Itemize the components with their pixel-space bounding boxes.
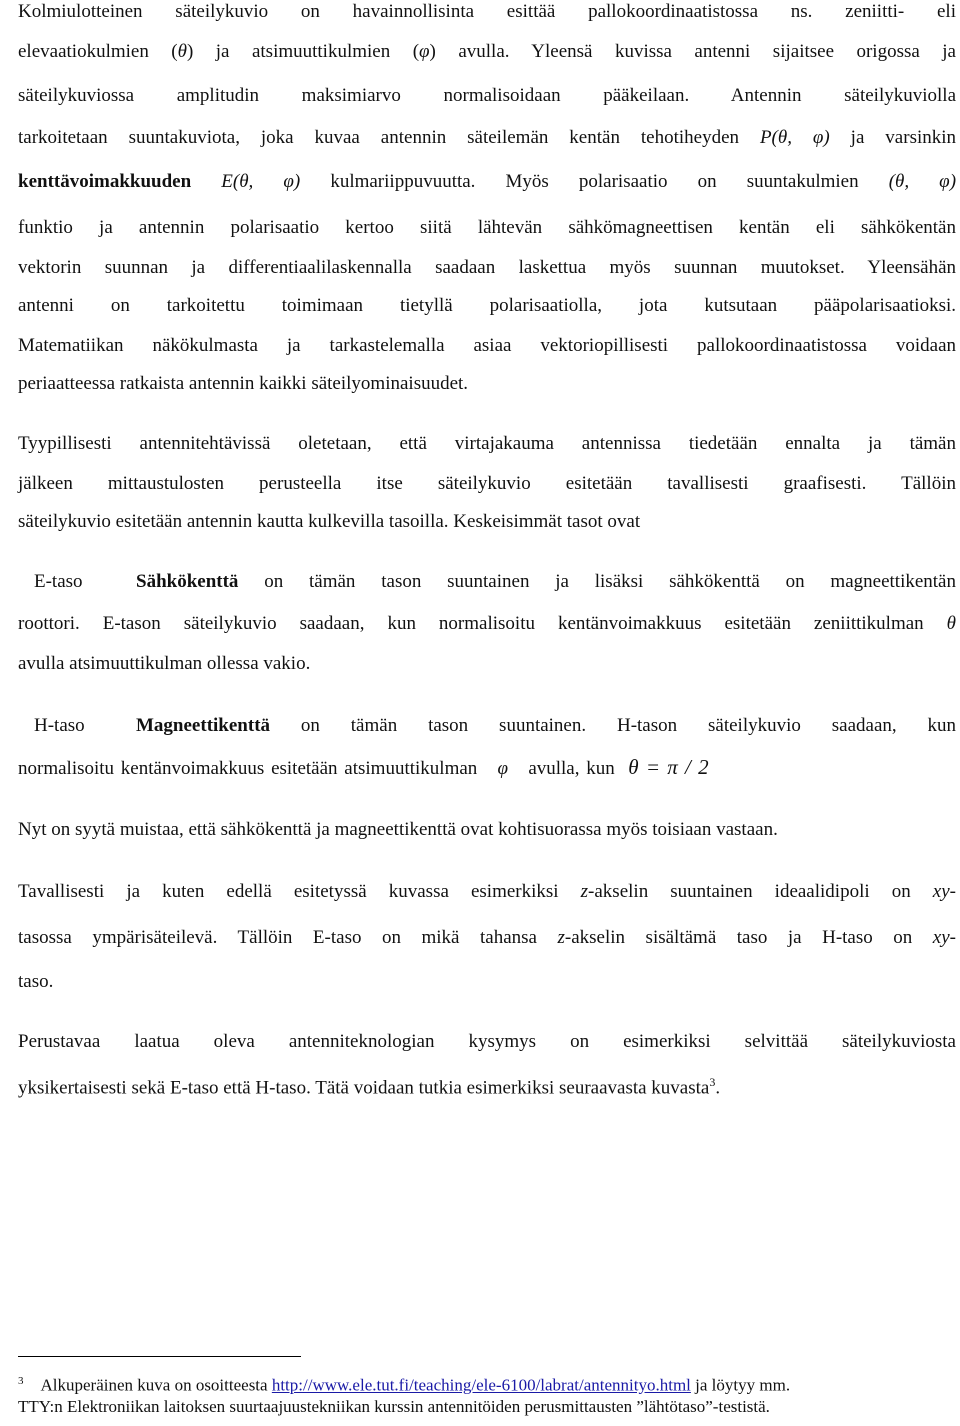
eplane-term: E-taso bbox=[34, 571, 83, 592]
p1-line-8 bbox=[18, 294, 956, 318]
text: on tämän tason suuntainen ja lisäksi sähkökenttä on magneettikentän bbox=[264, 571, 956, 592]
bold-term: Sähkökenttä bbox=[136, 571, 239, 592]
text: Perustavaa laatua oleva antenniteknologian kysymys on esimerkiksi selvittää säteilykuviosta bbox=[18, 1031, 956, 1052]
p1-line-3 bbox=[18, 84, 956, 108]
text: -akselin suuntainen ideaalidipoli on bbox=[588, 881, 911, 902]
text: Alkuperäinen kuva on osoitteesta bbox=[40, 1375, 268, 1395]
text: periaatteessa ratkaista antennin kaikki säteilyominaisuudet. bbox=[18, 373, 469, 394]
hplane-line-1 bbox=[18, 714, 956, 738]
p2-line-3 bbox=[18, 510, 956, 534]
text: - bbox=[949, 881, 956, 902]
text: jälkeen mittaustulosten perusteella itse säteilykuvio esitetään tavallisesti graafisesti. Tällöin bbox=[18, 473, 956, 494]
hplane-line-2 bbox=[18, 755, 956, 781]
text: on tämän tason suuntainen. H-tason säteilykuvio saadaan, kun bbox=[300, 715, 956, 736]
math-expression: (θ, φ) bbox=[888, 171, 957, 192]
footnote-reference[interactable]: 3 bbox=[709, 1075, 716, 1089]
bold-term: Magneettikenttä bbox=[136, 715, 271, 736]
text: normalisoitu kentänvoimakkuus esitetään atsimuuttikulman bbox=[18, 758, 478, 779]
text: Matematiikan näkökulmasta ja tarkastelemalla asiaa vektoriopillisesti pallokoordinaatistossa voidaan bbox=[18, 335, 956, 356]
p5-line-1 bbox=[18, 1030, 956, 1054]
text: roottori. E-tason säteilykuvio saadaan, kun normalisoitu kentänvoimakkuus esitetään zeniittikulman bbox=[18, 613, 924, 634]
text: ) avulla. Yleensä kuvissa antenni sijaitsee origossa ja bbox=[429, 41, 956, 62]
text: antenni on tarkoitettu toimimaan tietyllä polarisaatiolla, jota kutsutaan pääpolarisaatioksi. bbox=[18, 295, 956, 316]
p2-line-2 bbox=[18, 472, 956, 496]
text: ) ja atsimuuttikulmien ( bbox=[186, 41, 420, 62]
p1-line-1 bbox=[18, 0, 956, 24]
p2-line-1 bbox=[18, 432, 956, 456]
text: yksikertaisesti sekä E-taso että H-taso. Tätä voidaan tutkia esimerkiksi seuraavasta kuvasta bbox=[18, 1077, 710, 1099]
text: taso. bbox=[18, 971, 54, 992]
p1-line-9 bbox=[18, 334, 956, 358]
p3-line-1 bbox=[18, 818, 956, 842]
footnote-line-1 bbox=[18, 1370, 956, 1397]
phi-symbol: φ bbox=[497, 758, 509, 779]
footnote-line-2 bbox=[18, 1396, 956, 1418]
eplane-line-2 bbox=[18, 612, 956, 636]
footnote-separator bbox=[18, 1356, 301, 1357]
p1-line-2 bbox=[18, 40, 956, 64]
p4-line-1 bbox=[18, 880, 956, 904]
text: funktio ja antennin polarisaatio kertoo siitä lähtevän sähkömagneettisen kentän eli sähkökentän bbox=[18, 217, 956, 238]
text: ja varsinkin bbox=[850, 127, 957, 148]
p4-line-2 bbox=[18, 926, 956, 950]
eplane-line-3 bbox=[18, 652, 956, 676]
math-variable: xy bbox=[932, 881, 950, 902]
p1-line-6 bbox=[18, 216, 956, 240]
math-expression: E(θ, φ) bbox=[221, 171, 301, 192]
text: -akselin sisältämä taso ja H-taso on bbox=[564, 927, 913, 948]
footnote-mark: 3 bbox=[18, 1375, 24, 1387]
p1-line-7 bbox=[18, 256, 956, 280]
theta-symbol: θ bbox=[177, 41, 187, 62]
text: tasossa ympärisäteilevä. Tällöin E-taso on mikä tahansa bbox=[18, 927, 537, 948]
phi-symbol: φ bbox=[419, 41, 430, 62]
p1-line-4 bbox=[18, 126, 956, 150]
p4-line-3 bbox=[18, 970, 956, 994]
text: TTY:n Elektroniikan laitoksen suurtaajuustekniikan kurssin antennitöiden perusmittausten ”lähtötaso”-testistä. bbox=[18, 1397, 770, 1416]
math-expression: θ = π / 2 bbox=[628, 755, 709, 779]
text: tarkoitetaan suuntakuviota, joka kuvaa antennin säteilemän kentän tehotiheyden bbox=[18, 127, 740, 148]
eplane-line-1 bbox=[18, 570, 956, 594]
text: Tyypillisesti antennitehtävissä oletetaan, että virtajakauma antennissa tiedetään ennalta ja tämän bbox=[18, 433, 956, 454]
text: elevaatiokulmien ( bbox=[18, 41, 178, 62]
hplane-term: H-taso bbox=[34, 715, 85, 736]
text: vektorin suunnan ja differentiaalilaskennalla saadaan laskettua myös suunnan muutokset. Yleensähän bbox=[18, 257, 956, 278]
text: kulmariippuvuutta. Myös polarisaatio on suuntakulmien bbox=[330, 171, 859, 192]
text: Tavallisesti ja kuten edellä esitetyssä kuvassa esimerkiksi bbox=[18, 881, 559, 902]
p1-line-10 bbox=[18, 372, 956, 396]
math-variable: xy bbox=[932, 927, 950, 948]
p5-line-2 bbox=[18, 1070, 956, 1100]
math-expression: P(θ, φ) bbox=[759, 127, 830, 148]
text: avulla atsimuuttikulman ollessa vakio. bbox=[18, 653, 311, 674]
text: Kolmiulotteinen säteilykuvio on havainnollisinta esittää pallokoordinaatistossa ns. zeniitti- eli bbox=[18, 1, 956, 22]
text: säteilykuviossa amplitudin maksimiarvo normalisoidaan pääkeilaan. Antennin säteilykuviolla bbox=[18, 85, 956, 106]
p1-line-5 bbox=[18, 170, 956, 194]
text: avulla, kun bbox=[528, 758, 615, 779]
text: Nyt on syytä muistaa, että sähkökenttä ja magneettikenttä ovat kohtisuorassa myös toisiaan vastaan. bbox=[18, 819, 778, 840]
footnote-link[interactable]: http://www.ele.tut.fi/teaching/ele-6100/labrat/antennityo.html bbox=[271, 1375, 691, 1395]
text: säteilykuvio esitetään antennin kautta kulkevilla tasoilla. Keskeisimmät tasot ovat bbox=[18, 511, 641, 532]
math-variable: z bbox=[580, 881, 589, 902]
theta-symbol: θ bbox=[946, 613, 956, 634]
text: ja löytyy mm. bbox=[695, 1375, 791, 1395]
math-variable: z bbox=[557, 927, 565, 948]
text: . bbox=[715, 1077, 721, 1099]
text: - bbox=[949, 927, 956, 948]
bold-term: kenttävoimakkuuden bbox=[18, 171, 192, 192]
